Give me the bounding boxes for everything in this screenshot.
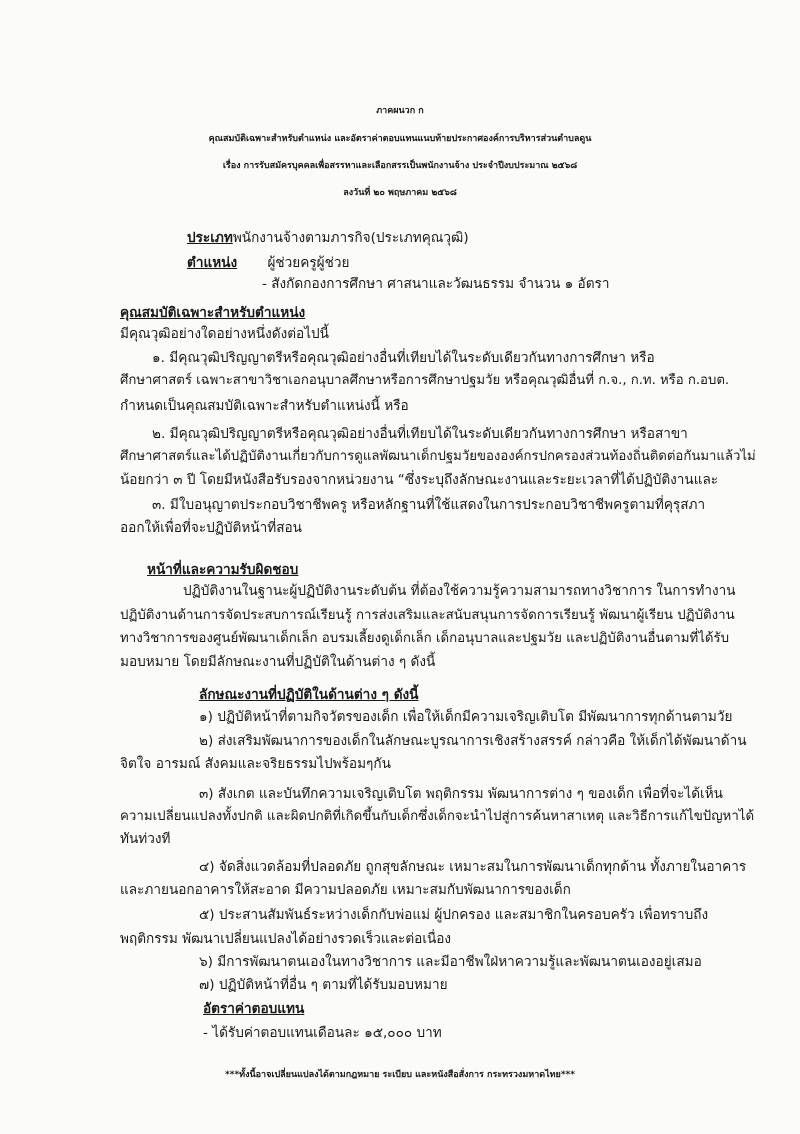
task-line: ทันท่วงที	[120, 831, 171, 847]
tasks-heading: ลักษณะงานที่ปฏิบัติในด้านต่าง ๆ ดังนี้	[199, 687, 419, 703]
task-line: ๓) สังเกต และบันทึกความเจริญเติบโต พฤติกรรม พัฒนาการต่าง ๆ ของเด็ก เพื่อที่จะได้เห็น	[199, 786, 723, 802]
qualification-line: กำหนดเป็นคุณสมบัติเฉพาะสำหรับตำแหน่งนี้ หรือ	[120, 398, 409, 414]
qualification-line: ศึกษาศาสตร์ เฉพาะสาขาวิชาเอกอนุบาลศึกษาหรือการศึกษาปฐมวัย หรือคุณวุฒิอื่นที่ ก.จ., ก.ท. หรือ ก.อบต.	[120, 373, 730, 388]
task-line: ๖) มีการพัฒนาตนเองในทางวิชาการ และมีอาชีพใฝ่หาความรู้และพัฒนาตนเองอยู่เสมอ	[199, 954, 702, 970]
task-line: ๕) ประสานสัมพันธ์ระหว่างเด็กกับพ่อแม่ ผู้ปกครอง และสมาชิกในครอบครัว เพื่อทราบถึง	[199, 907, 709, 923]
duties-heading: หน้าที่และความรับผิดชอบ	[147, 562, 299, 578]
task-line: ๒) ส่งเสริมพัฒนาการของเด็กในลักษณะบูรณาการเชิงสร้างสรรค์ กล่าวคือ ให้เด็กได้พัฒนาด้าน	[199, 733, 747, 749]
footer-note: ***ทั้งนี้อาจเปลี่ยนแปลงได้ตามกฎหมาย ระเบียบ และหนังสือสั่งการ กระทรวงมหาดไทย***	[225, 1070, 575, 1080]
task-line: ๗) ปฏิบัติหน้าที่อื่น ๆ ตามที่ได้รับมอบหมาย	[199, 977, 448, 993]
qualifications-intro: มีคุณวุฒิอย่างใดอย่างหนึ่งดังต่อไปนี้	[120, 326, 329, 342]
task-line: ๑) ปฏิบัติหน้าที่ตามกิจวัตรของเด็ก เพื่อให้เด็กมีความเจริญเติบโต มีพัฒนาการทุกด้านตามวัย	[199, 709, 733, 725]
task-line: และภายนอกอาคารให้สะอาด มีความปลอดภัย เหมาะสมกับพัฒนาการของเด็ก	[120, 882, 571, 898]
document-subtitle-2: เรื่อง การรับสมัครบุคคลเพื่อสรรหาและเลือกสรรเป็นพนักงานจ้าง ประจำปีงบประมาณ ๒๕๖๘	[222, 161, 578, 171]
position-type-row	[187, 229, 469, 247]
qualification-line: ๒. มีคุณวุฒิปริญญาตรีหรือคุณวุฒิอย่างอื่นที่เทียบได้ในระดับเดียวกันทางการศึกษา หรือสาขา	[152, 426, 688, 442]
task-line: พฤติกรรม พัฒนาเปลี่ยนแปลงได้อย่างรวดเร็วและต่อเนื่อง	[120, 931, 452, 947]
position-title-row	[187, 254, 349, 272]
position-type-label: ประเภท	[187, 230, 233, 246]
position-title-label: ตำแหน่ง	[187, 255, 238, 271]
document-title: ภาคผนวก ก	[376, 106, 424, 116]
task-line: ความเปลี่ยนแปลงทั้งปกติ และผิดปกติที่เกิดขึ้นกับเด็กซึ่งเด็กจะนำไปสู่การค้นหาสาเหตุ และวิธีการแก้ไขปัญหาได้	[120, 809, 755, 824]
duties-line: ทางวิชาการของศูนย์พัฒนาเด็กเล็ก อบรมเลี้ยงดูเด็กเล็ก เด็กอนุบาลและปฐมวัย และปฏิบัติงานอื่นตามที่ได้รับ	[120, 631, 730, 646]
qualification-line: ๑. มีคุณวุฒิปริญญาตรีหรือคุณวุฒิอย่างอื่นที่เทียบได้ในระดับเดียวกันทางการศึกษา หรือ	[152, 350, 655, 366]
compensation-line: - ได้รับค่าตอบแทนเดือนละ ๑๕,๐๐๐ บาท	[203, 1025, 442, 1041]
duties-line: มอบหมาย โดยมีลักษณะงานที่ปฏิบัติในด้านต่าง ๆ ดังนี้	[120, 654, 436, 670]
task-line: จิตใจ อารมณ์ สังคมและจริยธรรมไปพร้อมๆกัน	[120, 756, 391, 772]
position-title-value: ผู้ช่วยครูผู้ช่วย	[267, 255, 350, 271]
duties-line: ปฏิบัติงานด้านการจัดประสบการณ์เรียนรู้ การส่งเสริมและสนับสนุนการจัดการเรียนรู้ พัฒนาผู้เรียน ปฏิบัติงาน	[120, 608, 735, 623]
document-date: ลงวันที่ ๒๐ พฤษภาคม ๒๕๖๘	[343, 188, 457, 198]
qualifications-heading: คุณสมบัติเฉพาะสำหรับตำแหน่ง	[120, 305, 306, 321]
compensation-heading: อัตราค่าตอบแทน	[203, 1001, 305, 1017]
qualification-line: ๓. มีใบอนุญาตประกอบวิชาชีพครู หรือหลักฐานที่ใช้แสดงในการประกอบวิชาชีพครูตามที่คุรุสภา	[152, 497, 706, 513]
position-type-value: พนักงานจ้างตามภารกิจ(ประเภทคุณวุฒิ)	[232, 230, 469, 246]
task-line: ๔) จัดสิ่งแวดล้อมที่ปลอดภัย ถูกสุขลักษณะ เหมาะสมในการพัฒนาเด็กทุกด้าน ทั้งภายในอาคาร	[199, 859, 747, 875]
qualification-line: น้อยกว่า ๓ ปี โดยมีหนังสือรับรองจากหน่วยงาน “ซึ่งระบุถึงลักษณะงานและระยะเวลาที่ได้ปฏิบัติงานและ	[120, 472, 719, 488]
duties-line: ปฏิบัติงานในฐานะผู้ปฏิบัติงานระดับต้น ที่ต้องใช้ความรู้ความสามารถทางวิชาการ ในการทำงาน	[183, 583, 736, 599]
qualification-line: ศึกษาศาสตร์และได้ปฏิบัติงานเกี่ยวกับการดูแลพัฒนาเด็กปฐมวัยขององค์กรปกครองส่วนท้องถิ่นติดต่อกันมาแล้วไม่	[120, 449, 756, 464]
document-subtitle-1: คุณสมบัติเฉพาะสำหรับตำแหน่ง และอัตราค่าตอบแทนแนบท้ายประกาศองค์การบริหารส่วนตำบลดูน	[208, 134, 592, 144]
position-division: - สังกัดกองการศึกษา ศาสนาและวัฒนธรรม จำนวน ๑ อัตรา	[262, 276, 610, 292]
qualification-line: ออกให้เพื่อที่จะปฏิบัติหน้าที่สอน	[120, 520, 302, 536]
